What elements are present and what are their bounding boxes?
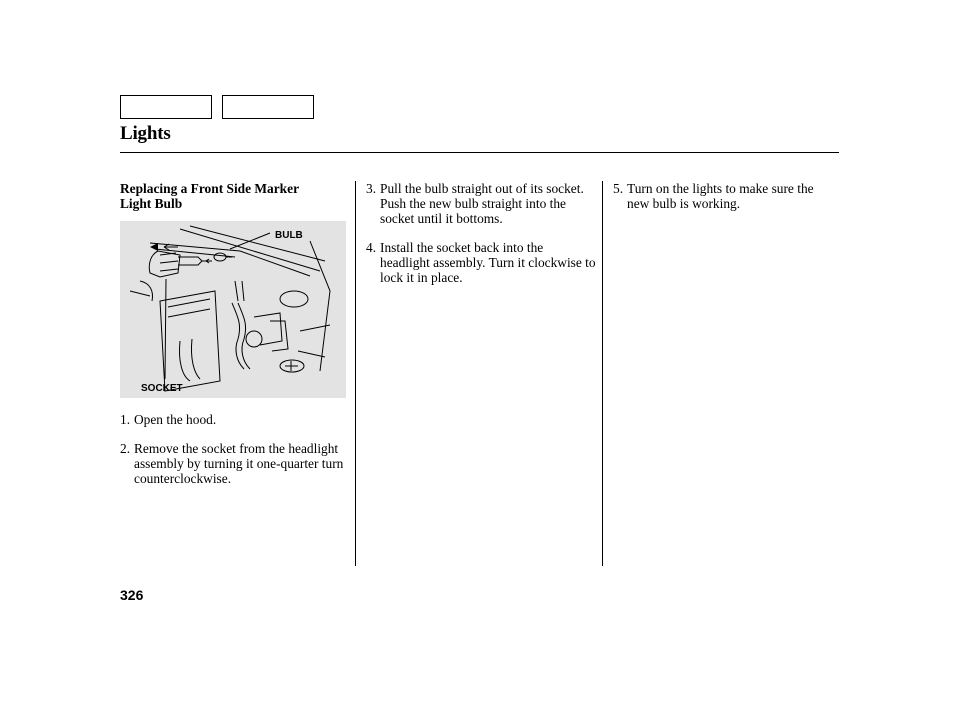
step-5 — [613, 181, 833, 211]
bulb-diagram — [120, 221, 346, 398]
step-text: Install the socket back into the headlight assembly. Turn it clockwise to lock it in place. — [380, 240, 596, 285]
section-heading: Replacing a Front Side Marker Light Bulb — [120, 181, 299, 211]
step-text: Pull the bulb straight out of its socket. Push the new bulb straight into the socket until it bottoms. — [380, 181, 584, 226]
column-2 — [366, 181, 596, 299]
title-rule — [120, 152, 839, 153]
socket-label: SOCKET — [141, 383, 183, 394]
step-number: 3. — [366, 181, 377, 196]
step-text: Turn on the lights to make sure the new bulb is working. — [627, 181, 814, 211]
step-number: 1. — [120, 412, 131, 427]
nav-tab-contents[interactable] — [120, 95, 212, 119]
step-3 — [366, 181, 596, 226]
column-divider-2 — [602, 181, 603, 566]
step-number: 4. — [366, 240, 377, 255]
step-2 — [120, 441, 348, 486]
page-title: Lights — [120, 123, 171, 144]
column-divider-1 — [355, 181, 356, 566]
step-text: Open the hood. — [134, 412, 217, 427]
column-3 — [613, 181, 833, 225]
bulb-label: BULB — [275, 230, 303, 241]
step-4 — [366, 240, 596, 285]
step-number: 2. — [120, 441, 131, 456]
nav-tab-index[interactable] — [222, 95, 314, 119]
step-1 — [120, 412, 348, 427]
bulb-diagram-drawing — [120, 221, 346, 398]
column-1 — [120, 181, 348, 500]
page-number: 326 — [120, 587, 144, 603]
step-number: 5. — [613, 181, 624, 196]
step-text: Remove the socket from the headlight assembly by turning it one-quarter turn counterclockwise. — [134, 441, 344, 486]
